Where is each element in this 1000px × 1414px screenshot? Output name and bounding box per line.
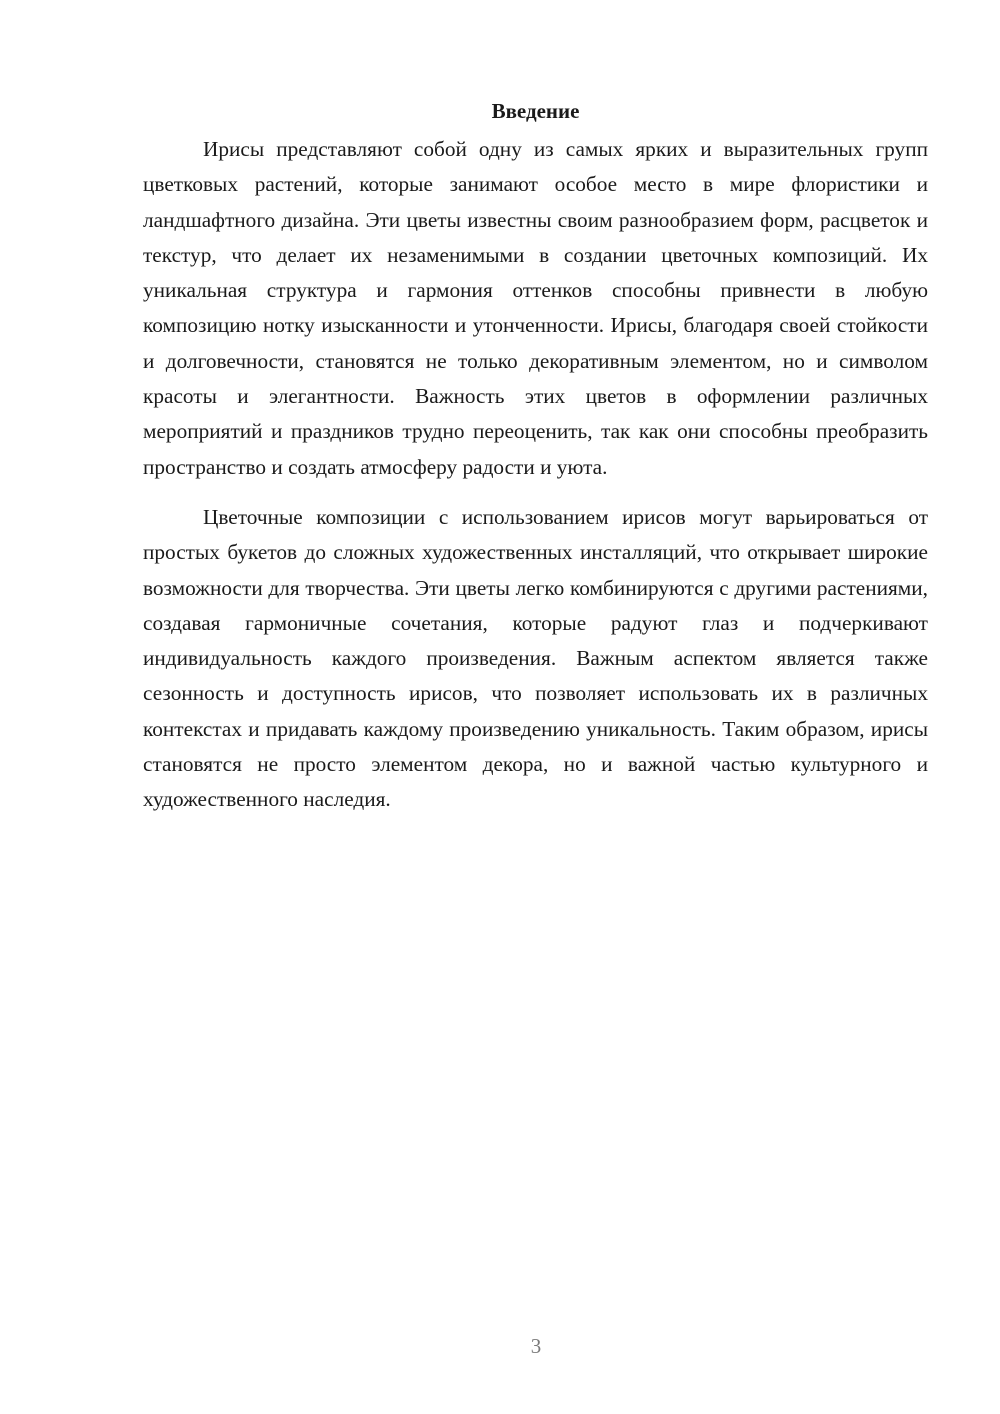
section-heading: Введение [491, 99, 580, 123]
page-number: 3 [530, 1334, 542, 1358]
paragraph-2: Цветочные композиции с использованием ирисов могут варьироваться от простых букетов до сложных художественных инсталляций, что открывает широкие возможности для творчества. Эти цветы легко комбинируются с другими растениями, создавая гармоничные сочетания, которые радуют глаз и подчеркивают индивидуальность каждого произведения. Важным аспектом является также сезонность и доступность ирисов, что позволяет использовать их в различных контекстах и придавать каждому произведению уникальность. Таким образом, ирисы становятся не просто элементом декора, но и важной частью культурного и художественного наследия. [143, 504, 928, 812]
page-content [143, 96, 928, 818]
paragraph-1: Ирисы представляют собой одну из самых ярких и выразительных групп цветковых растений, которые занимают особое место в мире флористики и ландшафтного дизайна. Эти цветы известны своим разнообразием форм, расцветок и текстур, что делает их незаменимыми в создании цветочных композиций. Их уникальная структура и гармония оттенков способны привнести в любую композицию нотку изысканности и утонченности. Ирисы, благодаря своей стойкости и долговечности, становятся не только декоративным элементом, но и символом красоты и элегантности. Важность этих цветов в оформлении различных мероприятий и праздников трудно переоценить, так как они способны преобразить пространство и создать атмосферу радости и уюта. [143, 137, 928, 479]
